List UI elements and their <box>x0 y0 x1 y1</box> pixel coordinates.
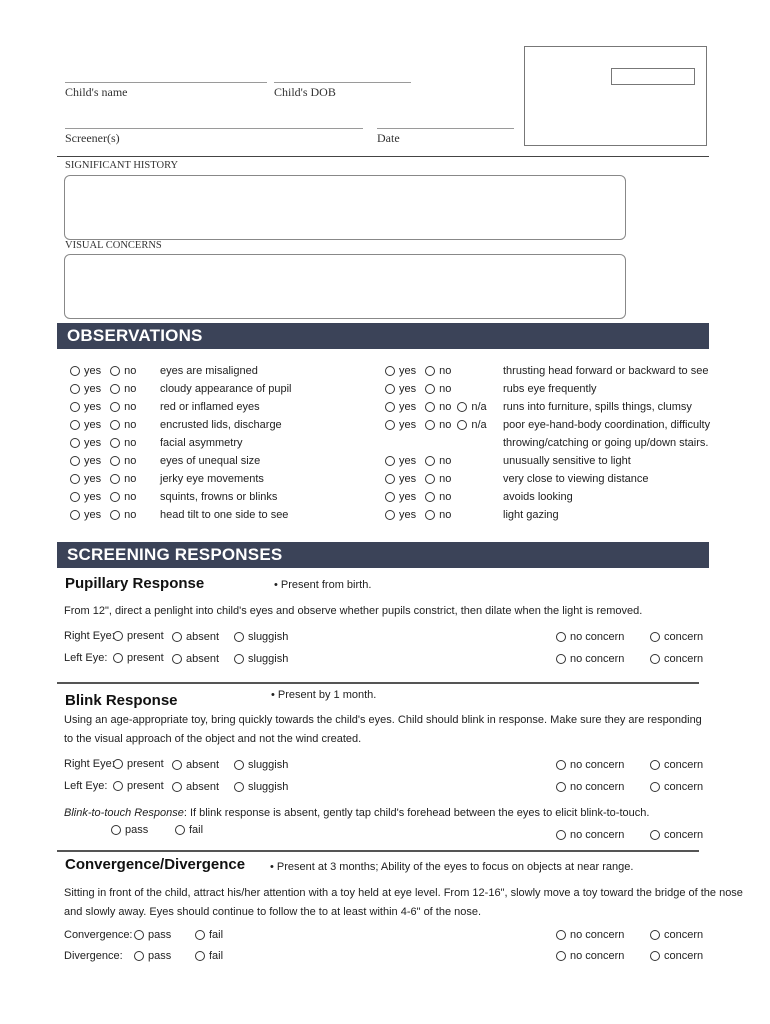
convergence-pass-option[interactable]: pass <box>134 929 171 941</box>
pupillary-absent-option[interactable]: absent <box>172 653 219 665</box>
blink-touch-fail-option[interactable]: fail <box>175 824 203 836</box>
no-option[interactable]: no <box>425 473 451 485</box>
observation-label-left: squints, frowns or blinks <box>160 491 278 503</box>
no-option[interactable]: no <box>425 401 451 413</box>
observation-row-left <box>70 488 136 506</box>
blink-instructions-1: Using an age-appropriate toy, bring quickly towards the child's eyes. Child should blink in response. Make sure they are responding <box>64 714 702 726</box>
convergence-title: Convergence/Divergence <box>65 856 246 873</box>
radio-icon[interactable] <box>425 366 435 376</box>
radio-icon[interactable] <box>110 492 120 502</box>
pupillary-present-option[interactable]: present <box>113 630 164 642</box>
na-option[interactable]: n/a <box>457 401 486 413</box>
radio-icon[interactable] <box>110 420 120 430</box>
blink-title: Blink Response <box>65 692 178 709</box>
radio-icon[interactable] <box>425 510 435 520</box>
divergence-concern-option[interactable]: concern <box>650 950 703 962</box>
convergence-no-concern-option[interactable]: no concern <box>556 929 624 941</box>
observation-row-left <box>70 362 136 380</box>
screeners-label: Screener(s) <box>65 131 120 145</box>
yes-option[interactable]: yes <box>70 365 101 377</box>
radio-icon[interactable] <box>110 384 120 394</box>
blink-concern-option[interactable]: concern <box>650 781 703 793</box>
observation-label-left: cloudy appearance of pupil <box>160 383 292 395</box>
blink-no-concern-option[interactable]: no concern <box>556 759 624 771</box>
radio-icon[interactable] <box>70 420 80 430</box>
observation-row-left <box>70 470 136 488</box>
radio-icon[interactable] <box>385 456 395 466</box>
yes-option[interactable]: yes <box>70 473 101 485</box>
pupillary-sluggish-option[interactable]: sluggish <box>234 653 288 665</box>
radio-icon[interactable] <box>425 474 435 484</box>
no-option[interactable]: no <box>110 383 136 395</box>
blink-absent-option[interactable]: absent <box>172 781 219 793</box>
no-option[interactable]: no <box>110 491 136 503</box>
significant-history-label: SIGNIFICANT HISTORY <box>65 160 179 171</box>
blink-sluggish-option[interactable]: sluggish <box>234 781 288 793</box>
divergence-no-concern-option[interactable]: no concern <box>556 950 624 962</box>
no-option[interactable]: no <box>425 419 451 431</box>
label-box <box>524 46 707 146</box>
observation-label-right: thrusting head forward or backward to see <box>503 365 709 377</box>
yes-option[interactable]: yes <box>70 419 101 431</box>
radio-icon[interactable] <box>650 782 660 792</box>
yes-option[interactable]: yes <box>385 383 416 395</box>
observation-row-right <box>385 506 451 524</box>
radio-icon[interactable] <box>650 654 660 664</box>
radio-icon[interactable] <box>70 456 80 466</box>
yes-option[interactable]: yes <box>385 455 416 467</box>
observation-label-left: encrusted lids, discharge <box>160 419 282 431</box>
radio-icon[interactable] <box>175 825 185 835</box>
convergence-label: Convergence: <box>64 929 133 941</box>
observation-row-right <box>385 488 451 506</box>
no-option[interactable]: no <box>110 509 136 521</box>
radio-icon[interactable] <box>556 930 566 940</box>
no-option[interactable]: no <box>110 401 136 413</box>
radio-icon[interactable] <box>70 384 80 394</box>
divergence-label: Divergence: <box>64 950 123 962</box>
no-option[interactable]: no <box>425 491 451 503</box>
blink-touch-pass-option[interactable]: pass <box>111 824 148 836</box>
radio-icon[interactable] <box>385 474 395 484</box>
radio-icon[interactable] <box>70 402 80 412</box>
observation-label-left: eyes of unequal size <box>160 455 261 467</box>
radio-icon[interactable] <box>556 951 566 961</box>
radio-icon[interactable] <box>425 384 435 394</box>
radio-icon[interactable] <box>70 438 80 448</box>
no-option[interactable]: no <box>110 437 136 449</box>
observation-label-right: rubs eye frequently <box>503 383 597 395</box>
blink-absent-option[interactable]: absent <box>172 759 219 771</box>
radio-icon[interactable] <box>556 760 566 770</box>
observation-row-left <box>70 398 136 416</box>
blink-right-eye-label: Right Eye: <box>64 758 115 770</box>
radio-icon[interactable] <box>134 951 144 961</box>
observation-label-right: poor eye-hand-body coordination, difficulty <box>503 419 711 431</box>
radio-icon[interactable] <box>113 759 123 769</box>
pupillary-left-eye-label: Left Eye: <box>64 652 108 664</box>
radio-icon[interactable] <box>234 760 244 770</box>
blink-instructions-2: to the visual approach of the object and not the wind created. <box>64 733 362 745</box>
pupillary-sluggish-option[interactable]: sluggish <box>234 631 288 643</box>
convergence-instructions-1: Sitting in front of the child, attract his/her attention with a toy held at eye level. From 12-16", slowly move a toy toward the bridge of the nose <box>64 887 743 899</box>
radio-icon[interactable] <box>385 366 395 376</box>
divergence-fail-option[interactable]: fail <box>195 950 223 962</box>
radio-icon[interactable] <box>385 510 395 520</box>
radio-icon[interactable] <box>425 420 435 430</box>
blink-note: • Present by 1 month. <box>271 689 377 701</box>
blink-to-touch-label: Blink-to-touch Response <box>64 807 184 819</box>
radio-icon[interactable] <box>110 474 120 484</box>
observation-row-right <box>385 380 451 398</box>
observation-label-right: avoids looking <box>503 491 573 503</box>
yes-option[interactable]: yes <box>70 437 101 449</box>
yes-option[interactable]: yes <box>70 509 101 521</box>
radio-icon[interactable] <box>113 653 123 663</box>
radio-icon[interactable] <box>110 456 120 466</box>
convergence-note: • Present at 3 months; Ability of the eyes to focus on objects at near range. <box>270 861 634 873</box>
screening-banner: SCREENING RESPONSES <box>57 542 709 568</box>
childs-dob-line[interactable] <box>274 82 411 83</box>
yes-option[interactable]: yes <box>70 383 101 395</box>
yes-option[interactable]: yes <box>385 473 416 485</box>
radio-icon[interactable] <box>70 474 80 484</box>
observations-banner: OBSERVATIONS <box>57 323 709 349</box>
pupillary-no-concern-option[interactable]: no concern <box>556 653 624 665</box>
observation-label-left: red or inflamed eyes <box>160 401 260 413</box>
yes-option[interactable]: yes <box>385 419 416 431</box>
yes-option[interactable]: yes <box>70 401 101 413</box>
radio-icon[interactable] <box>111 825 121 835</box>
yes-option[interactable]: yes <box>70 455 101 467</box>
blink-to-touch-text <box>64 807 649 819</box>
observation-label-left: head tilt to one side to see <box>160 509 289 521</box>
radio-icon[interactable] <box>556 654 566 664</box>
radio-icon[interactable] <box>457 420 467 430</box>
radio-icon[interactable] <box>172 782 182 792</box>
label-box-inner-field[interactable] <box>611 68 695 85</box>
radio-icon[interactable] <box>172 654 182 664</box>
radio-icon[interactable] <box>113 781 123 791</box>
radio-icon[interactable] <box>650 760 660 770</box>
observation-label-right: throwing/catching or going up/down stairs. <box>503 437 709 449</box>
pupillary-right-eye-label: Right Eye: <box>64 630 115 642</box>
convergence-fail-option[interactable]: fail <box>195 929 223 941</box>
radio-icon[interactable] <box>457 402 467 412</box>
pupillary-instructions: From 12", direct a penlight into child's eyes and observe whether pupils constrict, then dilate when the light is removed. <box>64 605 643 617</box>
convergence-instructions-2: and slowly away. Eyes should continue to follow the to at least within 4-6" of the nose. <box>64 906 482 918</box>
no-option[interactable]: no <box>425 365 451 377</box>
radio-icon[interactable] <box>650 830 660 840</box>
visual-concerns-label: VISUAL CONCERNS <box>65 240 162 251</box>
pupillary-note: • Present from birth. <box>274 579 372 591</box>
no-option[interactable]: no <box>110 455 136 467</box>
observation-label-right: light gazing <box>503 509 559 521</box>
blink-left-eye-label: Left Eye: <box>64 780 108 792</box>
yes-option[interactable]: yes <box>385 365 416 377</box>
radio-icon[interactable] <box>385 384 395 394</box>
observation-label-left: jerky eye movements <box>160 473 264 485</box>
blink-present-option[interactable]: present <box>113 758 164 770</box>
pupillary-concern-option[interactable]: concern <box>650 631 703 643</box>
radio-icon[interactable] <box>650 930 660 940</box>
radio-icon[interactable] <box>70 510 80 520</box>
radio-icon[interactable] <box>556 830 566 840</box>
blink-no-concern-option[interactable]: no concern <box>556 781 624 793</box>
childs-name-label: Child's name <box>65 85 128 99</box>
significant-history-box[interactable] <box>64 175 626 240</box>
blink-present-option[interactable]: present <box>113 780 164 792</box>
observation-row-right <box>385 452 451 470</box>
radio-icon[interactable] <box>172 632 182 642</box>
radio-icon[interactable] <box>113 631 123 641</box>
radio-icon[interactable] <box>70 366 80 376</box>
observation-label-right: runs into furniture, spills things, clumsy <box>503 401 692 413</box>
observation-row-right <box>385 398 487 416</box>
radio-icon[interactable] <box>110 366 120 376</box>
observation-row-left <box>70 380 136 398</box>
radio-icon[interactable] <box>110 438 120 448</box>
radio-icon[interactable] <box>385 492 395 502</box>
pupillary-present-option[interactable]: present <box>113 652 164 664</box>
blink-touch-no-concern-option[interactable]: no concern <box>556 829 624 841</box>
radio-icon[interactable] <box>70 492 80 502</box>
blink-to-touch-instructions: : If blink response is absent, gently tap child's forehead between the eyes to elicit blink-to-touch. <box>183 807 650 819</box>
radio-icon[interactable] <box>110 402 120 412</box>
pupillary-no-concern-option[interactable]: no concern <box>556 631 624 643</box>
na-option[interactable]: n/a <box>457 419 486 431</box>
radio-icon[interactable] <box>556 782 566 792</box>
date-label: Date <box>377 131 400 145</box>
no-option[interactable]: no <box>110 473 136 485</box>
observation-row-left <box>70 434 136 452</box>
radio-icon[interactable] <box>172 760 182 770</box>
yes-option[interactable]: yes <box>385 401 416 413</box>
childs-name-line[interactable] <box>65 82 267 83</box>
radio-icon[interactable] <box>425 492 435 502</box>
date-line[interactable] <box>377 128 514 129</box>
blink-sluggish-option[interactable]: sluggish <box>234 759 288 771</box>
divider-blink <box>57 850 699 852</box>
observation-label-left: facial asymmetry <box>160 437 243 449</box>
divergence-pass-option[interactable]: pass <box>134 950 171 962</box>
pupillary-title: Pupillary Response <box>65 575 205 592</box>
observation-label-left: eyes are misaligned <box>160 365 258 377</box>
no-option[interactable]: no <box>110 419 136 431</box>
pupillary-concern-option[interactable]: concern <box>650 653 703 665</box>
radio-icon[interactable] <box>650 951 660 961</box>
observation-row-left <box>70 416 136 434</box>
header-divider <box>57 156 709 157</box>
observation-row-left <box>70 506 136 524</box>
radio-icon[interactable] <box>650 632 660 642</box>
screeners-line[interactable] <box>65 128 363 129</box>
radio-icon[interactable] <box>425 402 435 412</box>
yes-option[interactable]: yes <box>70 491 101 503</box>
radio-icon[interactable] <box>556 632 566 642</box>
observation-row-left <box>70 452 136 470</box>
radio-icon[interactable] <box>234 782 244 792</box>
radio-icon[interactable] <box>195 951 205 961</box>
divider-pupillary <box>57 682 699 684</box>
observation-row-right <box>385 470 451 488</box>
radio-icon[interactable] <box>234 654 244 664</box>
observation-row-right <box>385 416 487 434</box>
visual-concerns-box[interactable] <box>64 254 626 319</box>
convergence-concern-option[interactable]: concern <box>650 929 703 941</box>
blink-touch-concern-option[interactable]: concern <box>650 829 703 841</box>
yes-option[interactable]: yes <box>385 491 416 503</box>
radio-icon[interactable] <box>134 930 144 940</box>
radio-icon[interactable] <box>110 510 120 520</box>
radio-icon[interactable] <box>195 930 205 940</box>
pupillary-absent-option[interactable]: absent <box>172 631 219 643</box>
radio-icon[interactable] <box>385 420 395 430</box>
observation-label-right: very close to viewing distance <box>503 473 649 485</box>
blink-concern-option[interactable]: concern <box>650 759 703 771</box>
no-option[interactable]: no <box>425 383 451 395</box>
no-option[interactable]: no <box>425 455 451 467</box>
radio-icon[interactable] <box>234 632 244 642</box>
no-option[interactable]: no <box>425 509 451 521</box>
observation-label-right: unusually sensitive to light <box>503 455 631 467</box>
radio-icon[interactable] <box>385 402 395 412</box>
radio-icon[interactable] <box>425 456 435 466</box>
no-option[interactable]: no <box>110 365 136 377</box>
observation-row-right <box>385 362 451 380</box>
childs-dob-label: Child's DOB <box>274 85 336 99</box>
yes-option[interactable]: yes <box>385 509 416 521</box>
